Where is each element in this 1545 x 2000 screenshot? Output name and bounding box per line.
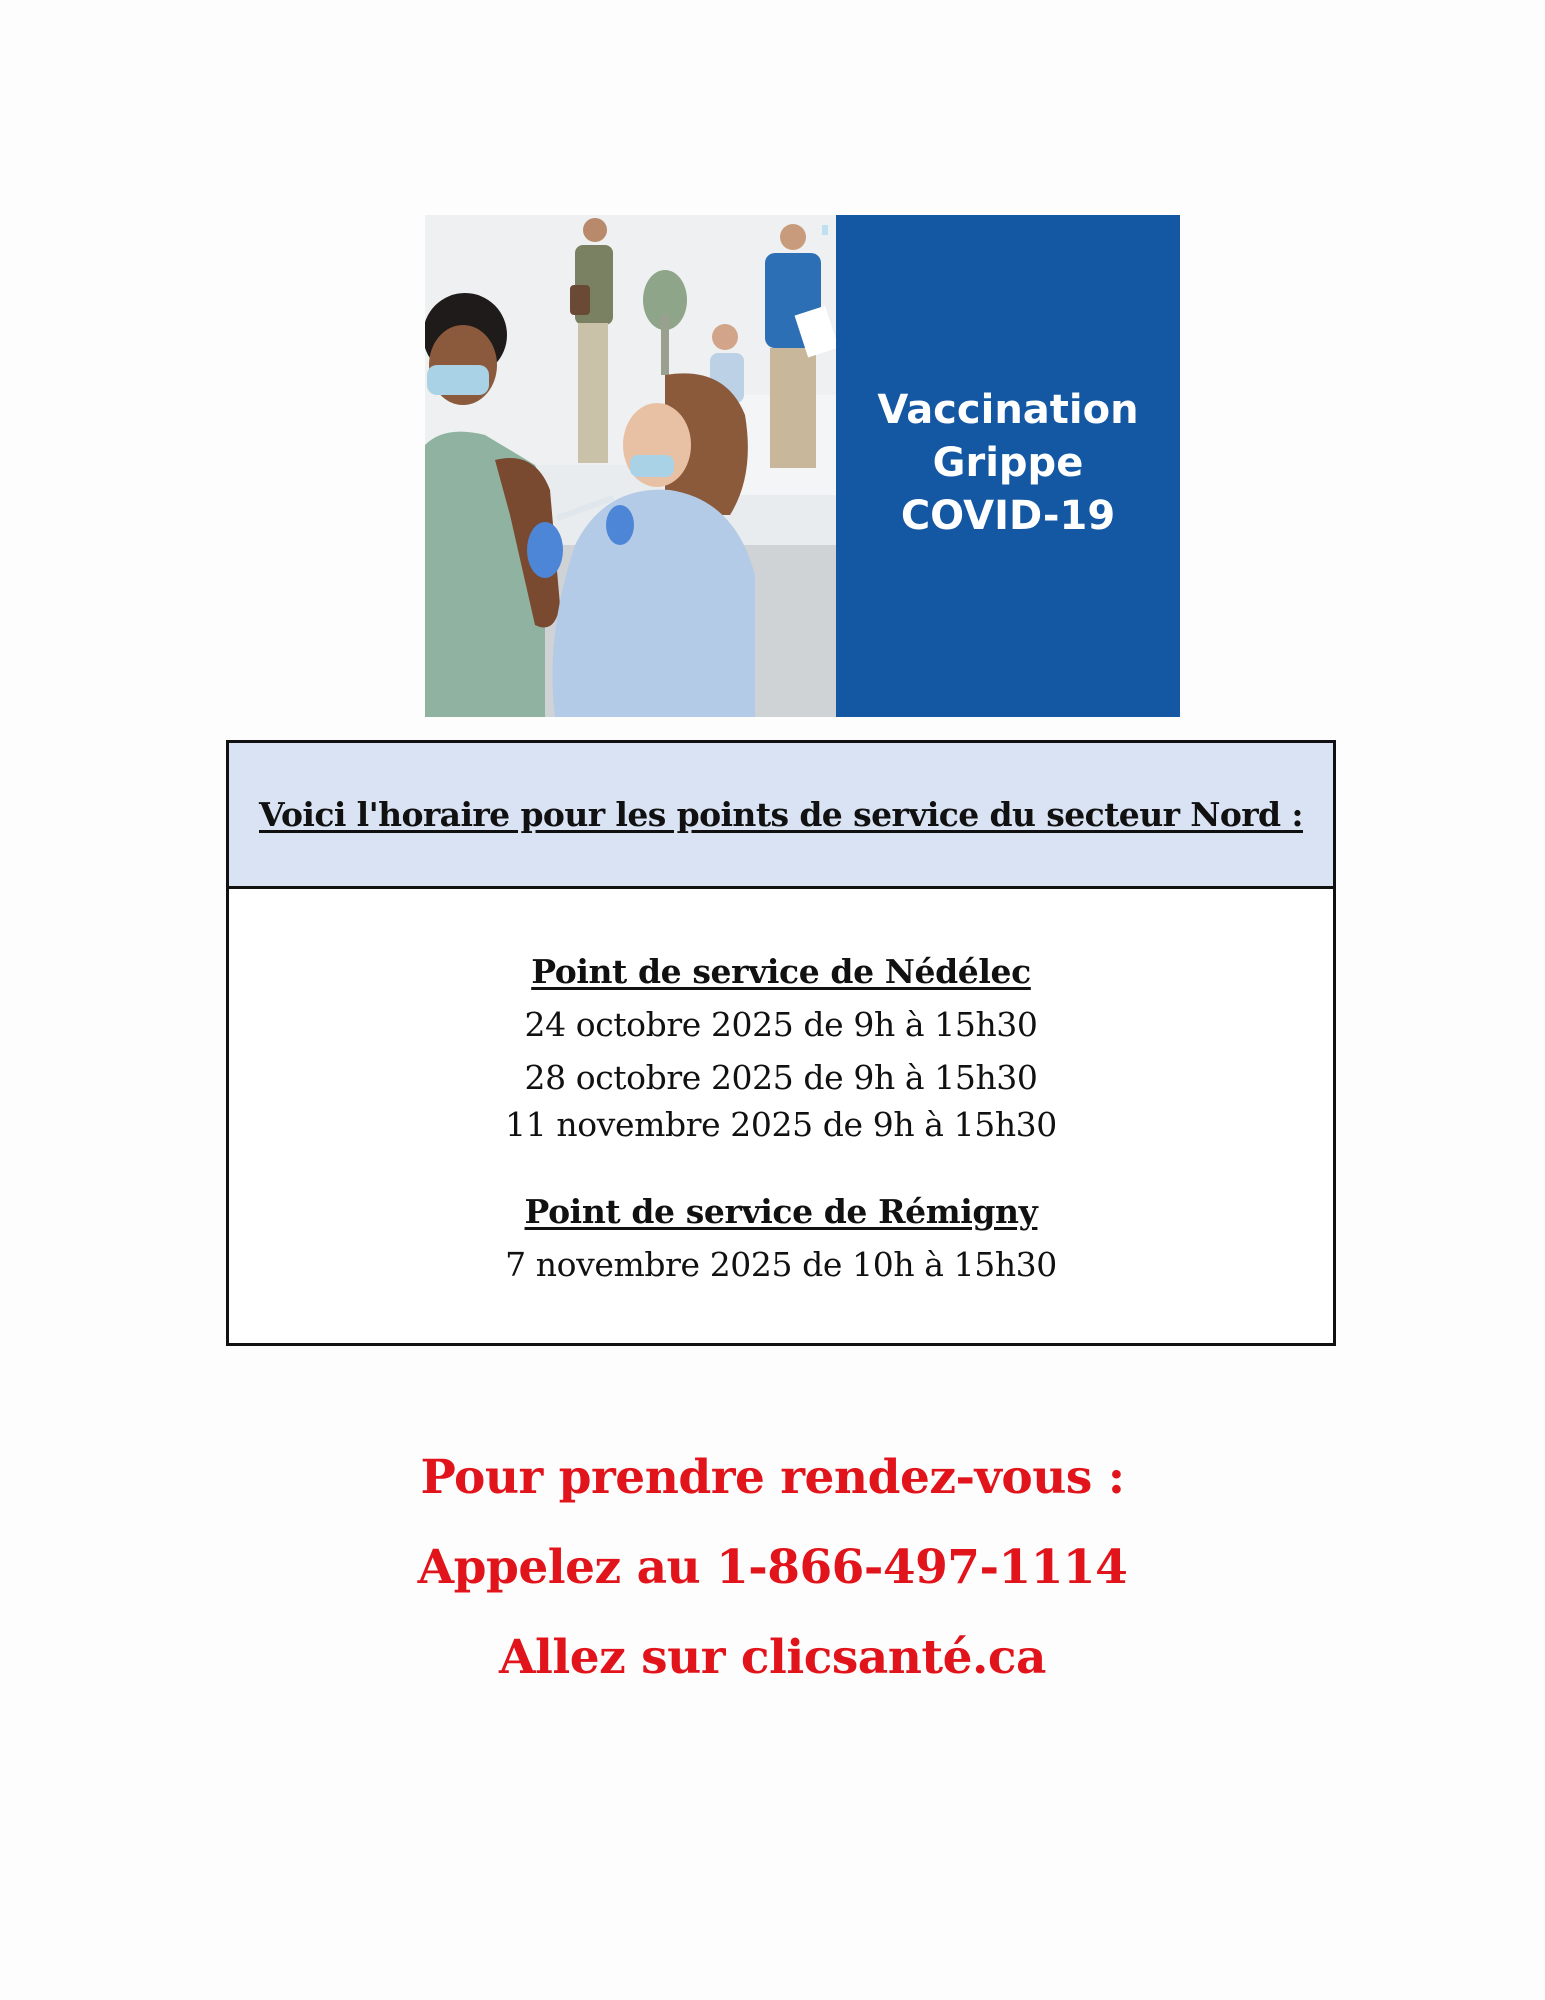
site-name: Point de service de Rémigny [524,1192,1038,1231]
schedule-table [226,740,1336,1346]
site-nedelec [229,945,1333,1145]
appointment-phone: Appelez au 1-866-497-1114 [417,1540,1128,1595]
site-name: Point de service de Nédélec [531,952,1031,991]
schedule-slot: 7 novembre 2025 de 10h à 15h30 [505,1245,1057,1284]
schedule-title: Voici l'horaire pour les points de service du secteur Nord : [259,795,1303,834]
vaccination-photo [425,215,836,717]
appointment-heading: Pour prendre rendez-vous : [420,1450,1125,1505]
banner-line-covid: COVID-19 [900,492,1116,539]
appointment-website: Allez sur clicsanté.ca [499,1630,1046,1685]
schedule-header [229,743,1333,889]
schedule-slot: 24 octobre 2025 de 9h à 15h30 [524,1005,1038,1044]
vaccination-banner [425,215,1180,717]
appointment-info [0,1433,1545,1703]
site-remigny [229,1185,1333,1290]
banner-title-panel [836,215,1180,717]
banner-line-grippe: Grippe [932,439,1084,486]
schedule-slot: 11 novembre 2025 de 9h à 15h30 [505,1105,1057,1144]
schedule-slot: 28 octobre 2025 de 9h à 15h30 [524,1058,1038,1097]
banner-line-vaccination: Vaccination [877,386,1139,433]
schedule-body [229,889,1333,1290]
